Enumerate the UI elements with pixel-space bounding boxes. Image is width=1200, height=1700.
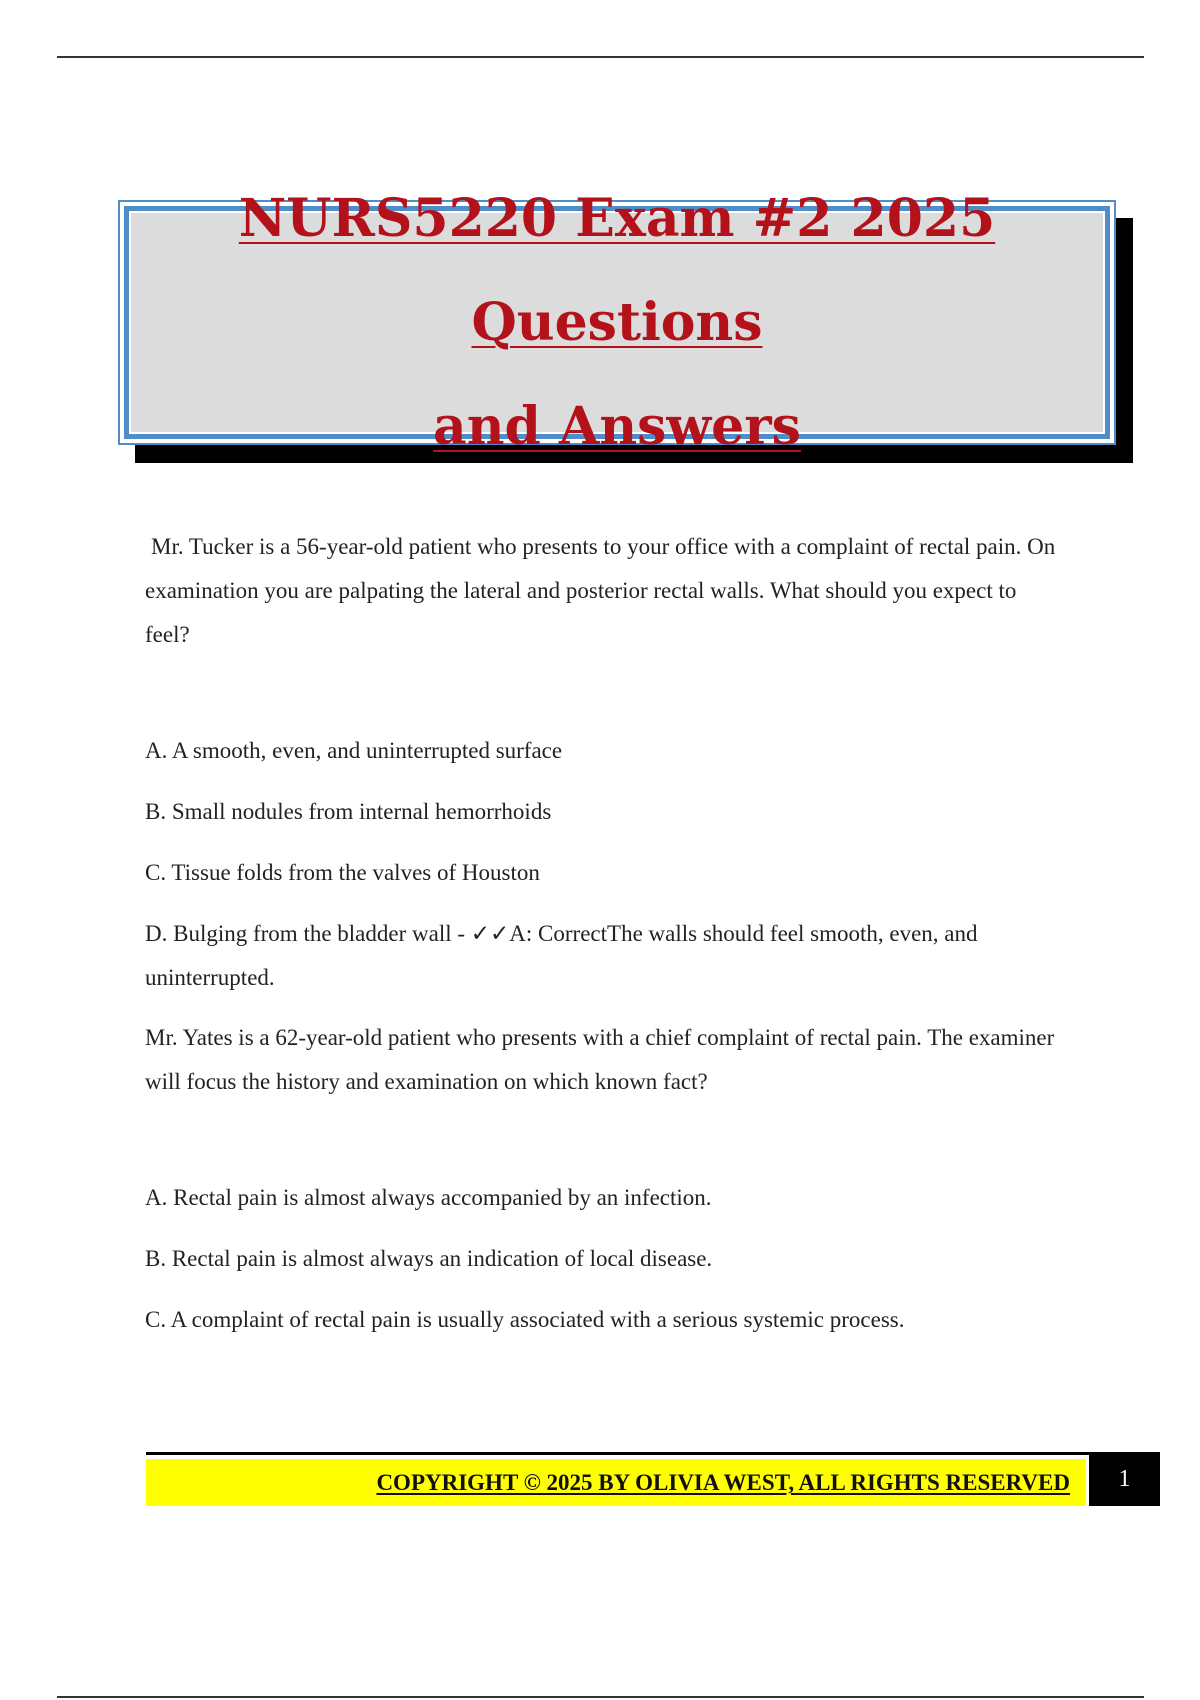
question-1-option-d-answer: D. Bulging from the bladder wall - ✓✓A: CorrectThe walls should feel smooth, even, and uninterrupted. [145,921,978,990]
title-line-2: and Answers [433,395,801,457]
question-2-stem: Mr. Yates is a 62-year-old patient who presents with a chief complaint of rectal pain. The examiner will focus the history and examination on which known fact? [145,1025,1055,1094]
question-1-option-b: B. Small nodules from internal hemorrhoids [145,799,552,824]
question-1-option-a: A. A smooth, even, and uninterrupted surface [145,738,563,763]
document-body [145,525,1065,1342]
question-2-option-c: C. A complaint of rectal pain is usually associated with a serious systemic process. [145,1307,905,1332]
title-box [118,187,1116,457]
question-2-option-a: A. Rectal pain is almost always accompanied by an infection. [145,1185,712,1210]
top-rule [57,56,1144,58]
page-number: 1 [1089,1452,1160,1506]
footer-rule [146,1452,1146,1455]
question-1-stem: Mr. Tucker is a 56-year-old patient who presents to your office with a complaint of rectal pain. On examination you are palpating the lateral and posterior rectal walls. What should you expect to feel? [145,534,1056,647]
document-title [120,187,1114,457]
title-line-1: NURS5220 Exam #2 2025 Questions [238,187,996,353]
bottom-rule [57,1696,1144,1698]
question-1-option-c: C. Tissue folds from the valves of Houston [145,860,540,885]
copyright-notice: COPYRIGHT © 2025 BY OLIVIA WEST, ALL RIGHTS RESERVED [376,1470,1070,1495]
question-2-option-b: B. Rectal pain is almost always an indication of local disease. [145,1246,713,1271]
footer-bar [146,1459,1086,1506]
